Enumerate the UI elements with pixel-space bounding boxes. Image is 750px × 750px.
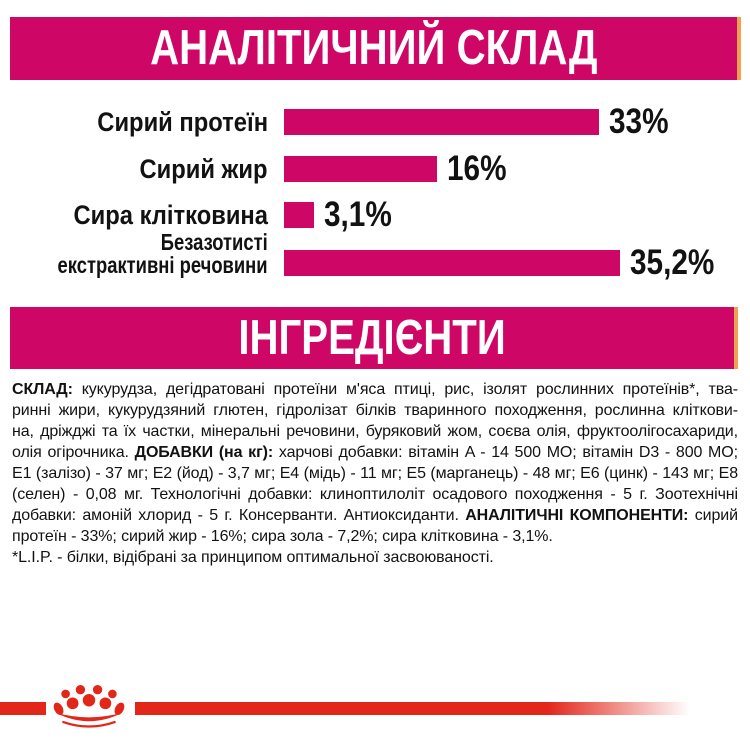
- ingredients-line: протеїн - 33%; сирий жир - 16%; сира зола - 7,2%; сира клітковина - 3,1%.: [12, 528, 553, 545]
- ingredients-line: добавки: амоній хлорид - 5 г. Консерванти. Антиоксиданти. АНАЛІТИЧНІ КОМПОНЕНТИ: сирий: [12, 507, 738, 524]
- bar-value-crude-fat: 16%: [447, 149, 507, 188]
- bar-crude-fibre: [284, 202, 314, 228]
- ingredients-line: СКЛАД: кукурудза, дегідратовані протеїни м'яса птиці, рис, ізолят рослинних протеїнів*, тва-: [12, 381, 738, 398]
- bar-label-crude-fat: Сирий жир: [139, 154, 268, 184]
- bar-label-crude-protein: Сирий протеїн: [97, 107, 268, 137]
- ingredients-text: [12, 379, 738, 568]
- ingredients-banner: [10, 307, 738, 369]
- bar-label-crude-fibre: Сира клітковина: [73, 200, 268, 230]
- analytical-composition-chart: [0, 0, 750, 300]
- ingredients-line: ринні жири, кукурудзяний глютен, гідролізат білків тваринного походження, рослинна кліткови-: [12, 402, 738, 419]
- bar-crude-protein: [284, 109, 599, 135]
- analytical-composition-title: АНАЛІТИЧНИЙ СКЛАД: [149, 21, 598, 75]
- ingredients-line: E1 (залізо) - 37 мг; E2 (йод) - 3,7 мг; E4 (мідь) - 11 мг; E5 (марганець) - 48 мг; E6 (цинк) - 143 мг; E8: [12, 465, 738, 482]
- bar-crude-fat: [284, 156, 437, 182]
- bar-value-nfe: 35,2%: [630, 243, 715, 282]
- bar-nfe: [284, 250, 620, 276]
- bar-label-nfe-line1: Безазотисті: [161, 229, 268, 255]
- ingredients-line: олія огірочника. ДОБАВКИ (на кг): харчові добавки: вітамін A - 14 500 МО; вітамін D3 - 800 МО;: [12, 444, 738, 461]
- bar-label-nfe-line2: екстрактивні речовини: [57, 252, 268, 278]
- ingredients-line: (селен) - 0,08 мг. Технологічні добавки: клиноптилоліт осадового походження - 5 г. Зоотехнічні: [12, 486, 738, 503]
- ingredients-line: *L.I.P. - білки, відібрані за принципом оптимальної засвоюваності.: [12, 549, 494, 566]
- royal-canin-crown-icon: [50, 684, 128, 732]
- bar-value-crude-fibre: 3,1%: [324, 195, 392, 234]
- ingredients-title: ІНГРЕДІЄНТИ: [238, 310, 506, 365]
- bar-value-crude-protein: 33%: [609, 102, 669, 141]
- ingredients-line: на, дріжджі та їх частки, мінеральні речовини, буряковий жом, соєва олія, фруктоолігосахариди,: [12, 423, 738, 440]
